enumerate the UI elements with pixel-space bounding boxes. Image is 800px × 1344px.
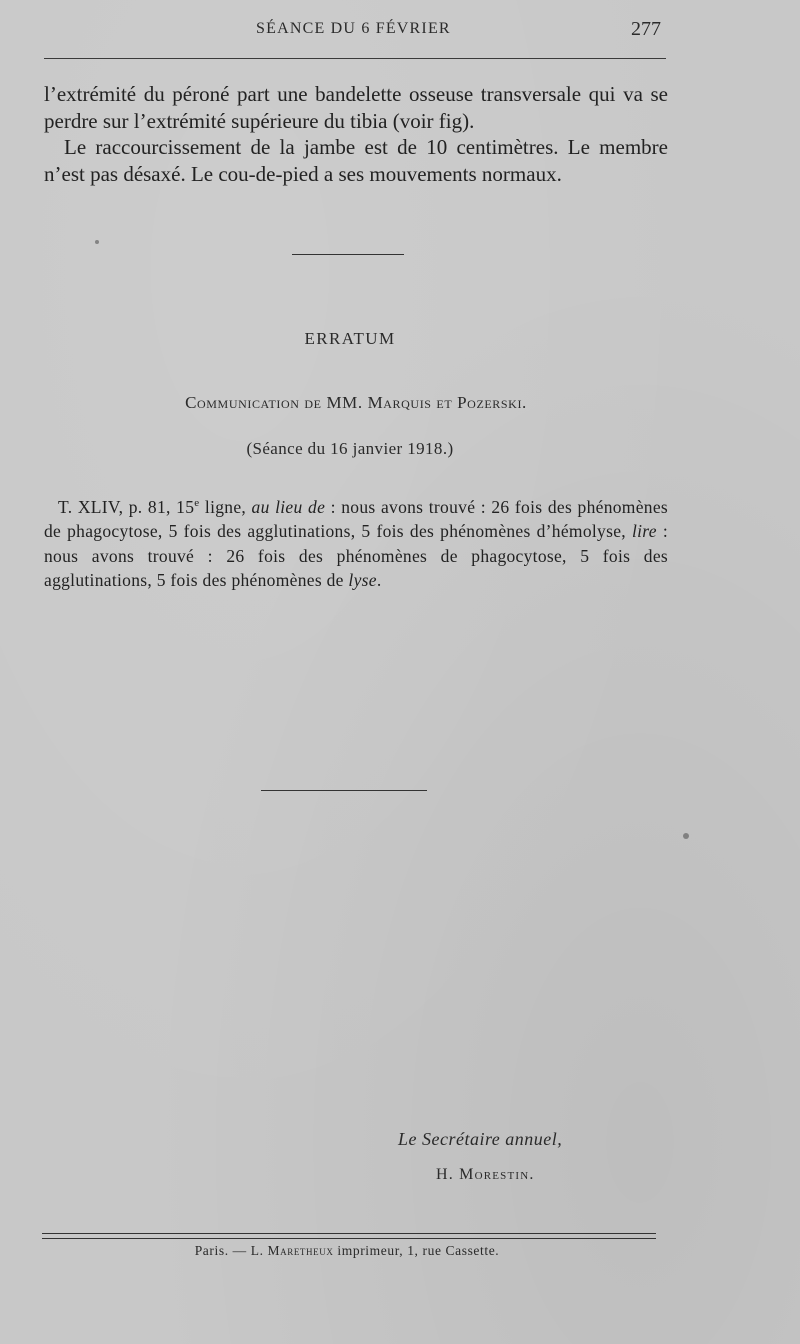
paragraph-text: Le raccourcissement de la jambe est de 10 centimètres. Le membre n’est pas désaxé. Le cou-de-pied a ses mouvements normaux. (44, 135, 668, 186)
footer-divider (42, 1233, 656, 1239)
signature-role: Le Secrétaire annuel, (398, 1129, 563, 1149)
seance-date: (Séance du 16 janvier 1918.) (246, 439, 454, 458)
communication-line: Communication de MM. Marquis et Pozerski. (185, 393, 527, 412)
paper-speck (95, 240, 99, 244)
page-number: 277 (631, 18, 661, 40)
erratum-correction (44, 491, 668, 593)
period: . (376, 570, 382, 591)
printer-imprint (0, 1243, 694, 1259)
paragraph-continuation (44, 81, 668, 134)
printer-name: Maretheux (267, 1243, 334, 1258)
line-word: ligne, (199, 496, 252, 517)
au-lieu-de: au lieu de (251, 496, 326, 517)
paragraph-shortening (44, 134, 668, 187)
section-divider (261, 790, 427, 791)
corrected-text: : nous avons trouvé : 26 fois des phénomènes de phagocytose, 5 fois des agglutinations, 5 fois des phénomènes de (44, 521, 668, 591)
erratum-heading: ERRATUM (304, 329, 396, 348)
imprint-prefix: Paris. — L. (194, 1243, 268, 1258)
header-divider (44, 58, 666, 59)
original-text: : nous avons trouvé : 26 fois des phénomènes de phagocytose, 5 fois des agglutinations, 5 fois des phénomènes d’hémolyse, (44, 496, 669, 542)
signature-name: H. Morestin. (436, 1166, 535, 1183)
running-header: SÉANCE DU 6 FÉVRIER (256, 20, 451, 37)
lyse-word: lyse (348, 570, 377, 591)
imprint-suffix: imprimeur, 1, rue Cassette. (333, 1243, 500, 1258)
lire: lire (631, 521, 657, 542)
ordinal-superscript: e (194, 497, 200, 509)
volume-reference: T. XLIV, p. 81, 15 (58, 496, 195, 517)
paper-speck (683, 833, 689, 839)
section-divider (292, 254, 404, 255)
paragraph-text: l’extrémité du péroné part une bandelette osseuse transversale qui va se perdre sur l’extrémité supérieure du tibia (voir fig). (44, 82, 668, 133)
